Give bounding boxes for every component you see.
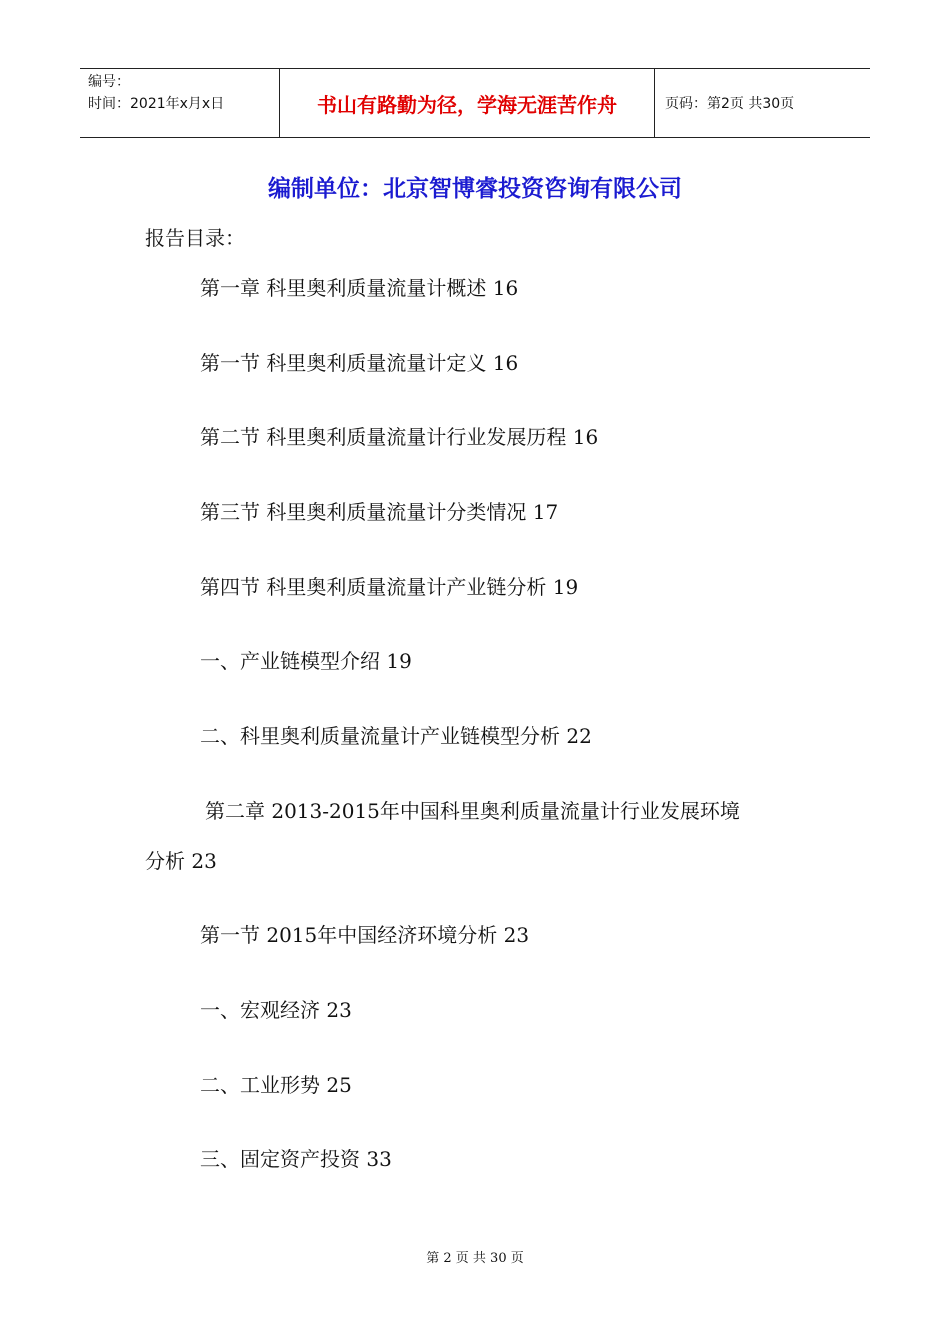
toc-entry: 第四节 科里奥利质量流量计产业链分析 19 [200,575,579,599]
header-page-label: 页码：第2页 共30页 [665,96,795,112]
header-meta [80,69,280,137]
header-motto: 书山有路勤为径，学海无涯苦作舟 [280,69,655,137]
toc-entry: 第一节 科里奥利质量流量计定义 16 [200,351,519,375]
toc-entry: 第二章 2013-2015年中国科里奥利质量流量计行业发展环境 [205,799,740,823]
toc-entry: 二、工业形势 25 [200,1073,352,1097]
document-number-label: 编号： [88,74,130,90]
toc-entry: 一、产业链模型介绍 19 [200,649,412,673]
company-title: 编制单位：北京智博睿投资咨询有限公司 [268,176,682,202]
toc-entry: 第一节 2015年中国经济环境分析 23 [200,923,530,947]
toc-entry: 二、科里奥利质量流量计产业链模型分析 22 [200,724,592,748]
toc-entry: 一、宏观经济 23 [200,998,352,1022]
toc-entry: 第三节 科里奥利质量流量计分类情况 17 [200,500,559,524]
toc-entry-continuation: 分析 23 [145,849,217,873]
document-date-label: 时间：2021年x月x日 [88,96,225,112]
page-header [80,68,870,138]
toc-entry: 三、固定资产投资 33 [200,1147,392,1171]
toc-title: 报告目录： [145,226,245,250]
page-footer: 第 2 页 共 30 页 [426,1251,524,1266]
toc-entry: 第二节 科里奥利质量流量计行业发展历程 16 [200,425,599,449]
toc-entry: 第一章 科里奥利质量流量计概述 16 [200,276,519,300]
